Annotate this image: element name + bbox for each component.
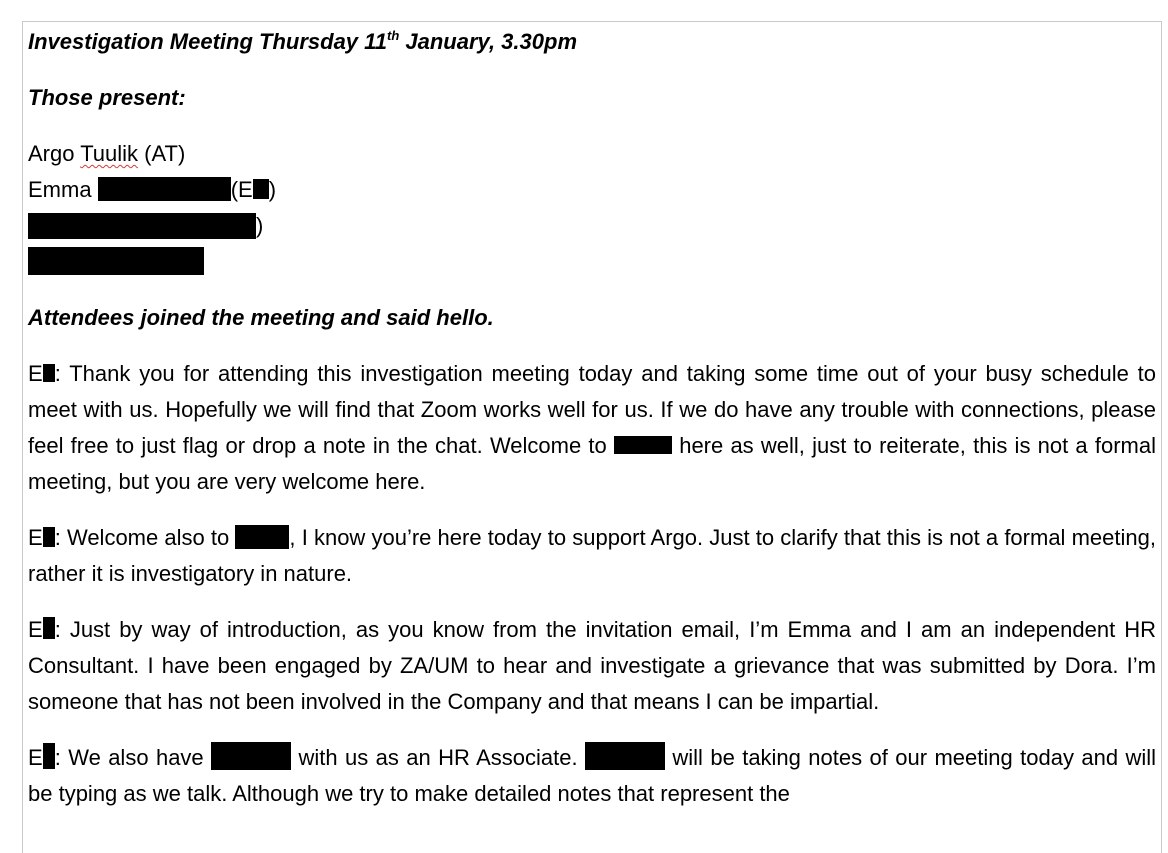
redaction-block bbox=[43, 743, 55, 769]
page-border-top bbox=[22, 21, 1162, 22]
attendee-emma: Emma (E ) bbox=[28, 177, 277, 202]
redaction-block bbox=[614, 436, 672, 454]
redaction-block bbox=[235, 525, 289, 549]
joined-note: Attendees joined the meeting and said hello. bbox=[28, 305, 494, 330]
transcript-paragraph: E : Thank you for attending this investigation meeting today and taking some time out of your busy schedule to meet with us. Hopefully we will find that Zoom works well for us. If we do have any trouble with connections, please feel free to just flag or drop a note in the chat. Welcome to here as well, just to reiterate, this is not a formal meeting, but you are very welcome here. bbox=[28, 361, 1156, 494]
spellcheck-word: Tuulik bbox=[80, 141, 139, 166]
meeting-title: Investigation Meeting Thursday 11th January, 3.30pm bbox=[28, 28, 577, 54]
document-body bbox=[28, 24, 1156, 840]
redaction-block bbox=[28, 247, 204, 275]
attendee-argo: Argo Tuulik (AT) bbox=[28, 141, 186, 166]
transcript-paragraph: E : Just by way of introduction, as you know from the invitation email, I’m Emma and I am an independent HR Consultant. I have been engaged by ZA/UM to hear and investigate a grievance that was submitted by Dora. I’m someone that has not been involved in the Company and that means I can be impartial. bbox=[28, 617, 1156, 714]
redaction-block bbox=[585, 742, 665, 770]
redaction-block bbox=[43, 364, 55, 382]
transcript-paragraph: E : We also have with us as an HR Associate. will be taking notes of our meeting today and will be typing as we talk. Although we try to make detailed notes that represent the bbox=[28, 740, 1156, 820]
redaction-block bbox=[43, 527, 55, 547]
attendee-redacted-2 bbox=[28, 244, 1156, 280]
redaction-block bbox=[253, 179, 269, 199]
present-heading: Those present: bbox=[28, 85, 186, 110]
redaction-block bbox=[211, 742, 291, 770]
page-border-left bbox=[22, 21, 23, 853]
redaction-block bbox=[28, 213, 256, 239]
attendee-redacted-1: ) bbox=[28, 208, 1156, 244]
redaction-block bbox=[43, 617, 55, 639]
transcript-paragraph: E : Welcome also to , I know you’re here today to support Argo. Just to clarify that this is not a formal meeting, rather it is investigatory in nature. bbox=[28, 525, 1156, 586]
redaction-block bbox=[98, 177, 231, 201]
page-border-right bbox=[1161, 21, 1162, 853]
